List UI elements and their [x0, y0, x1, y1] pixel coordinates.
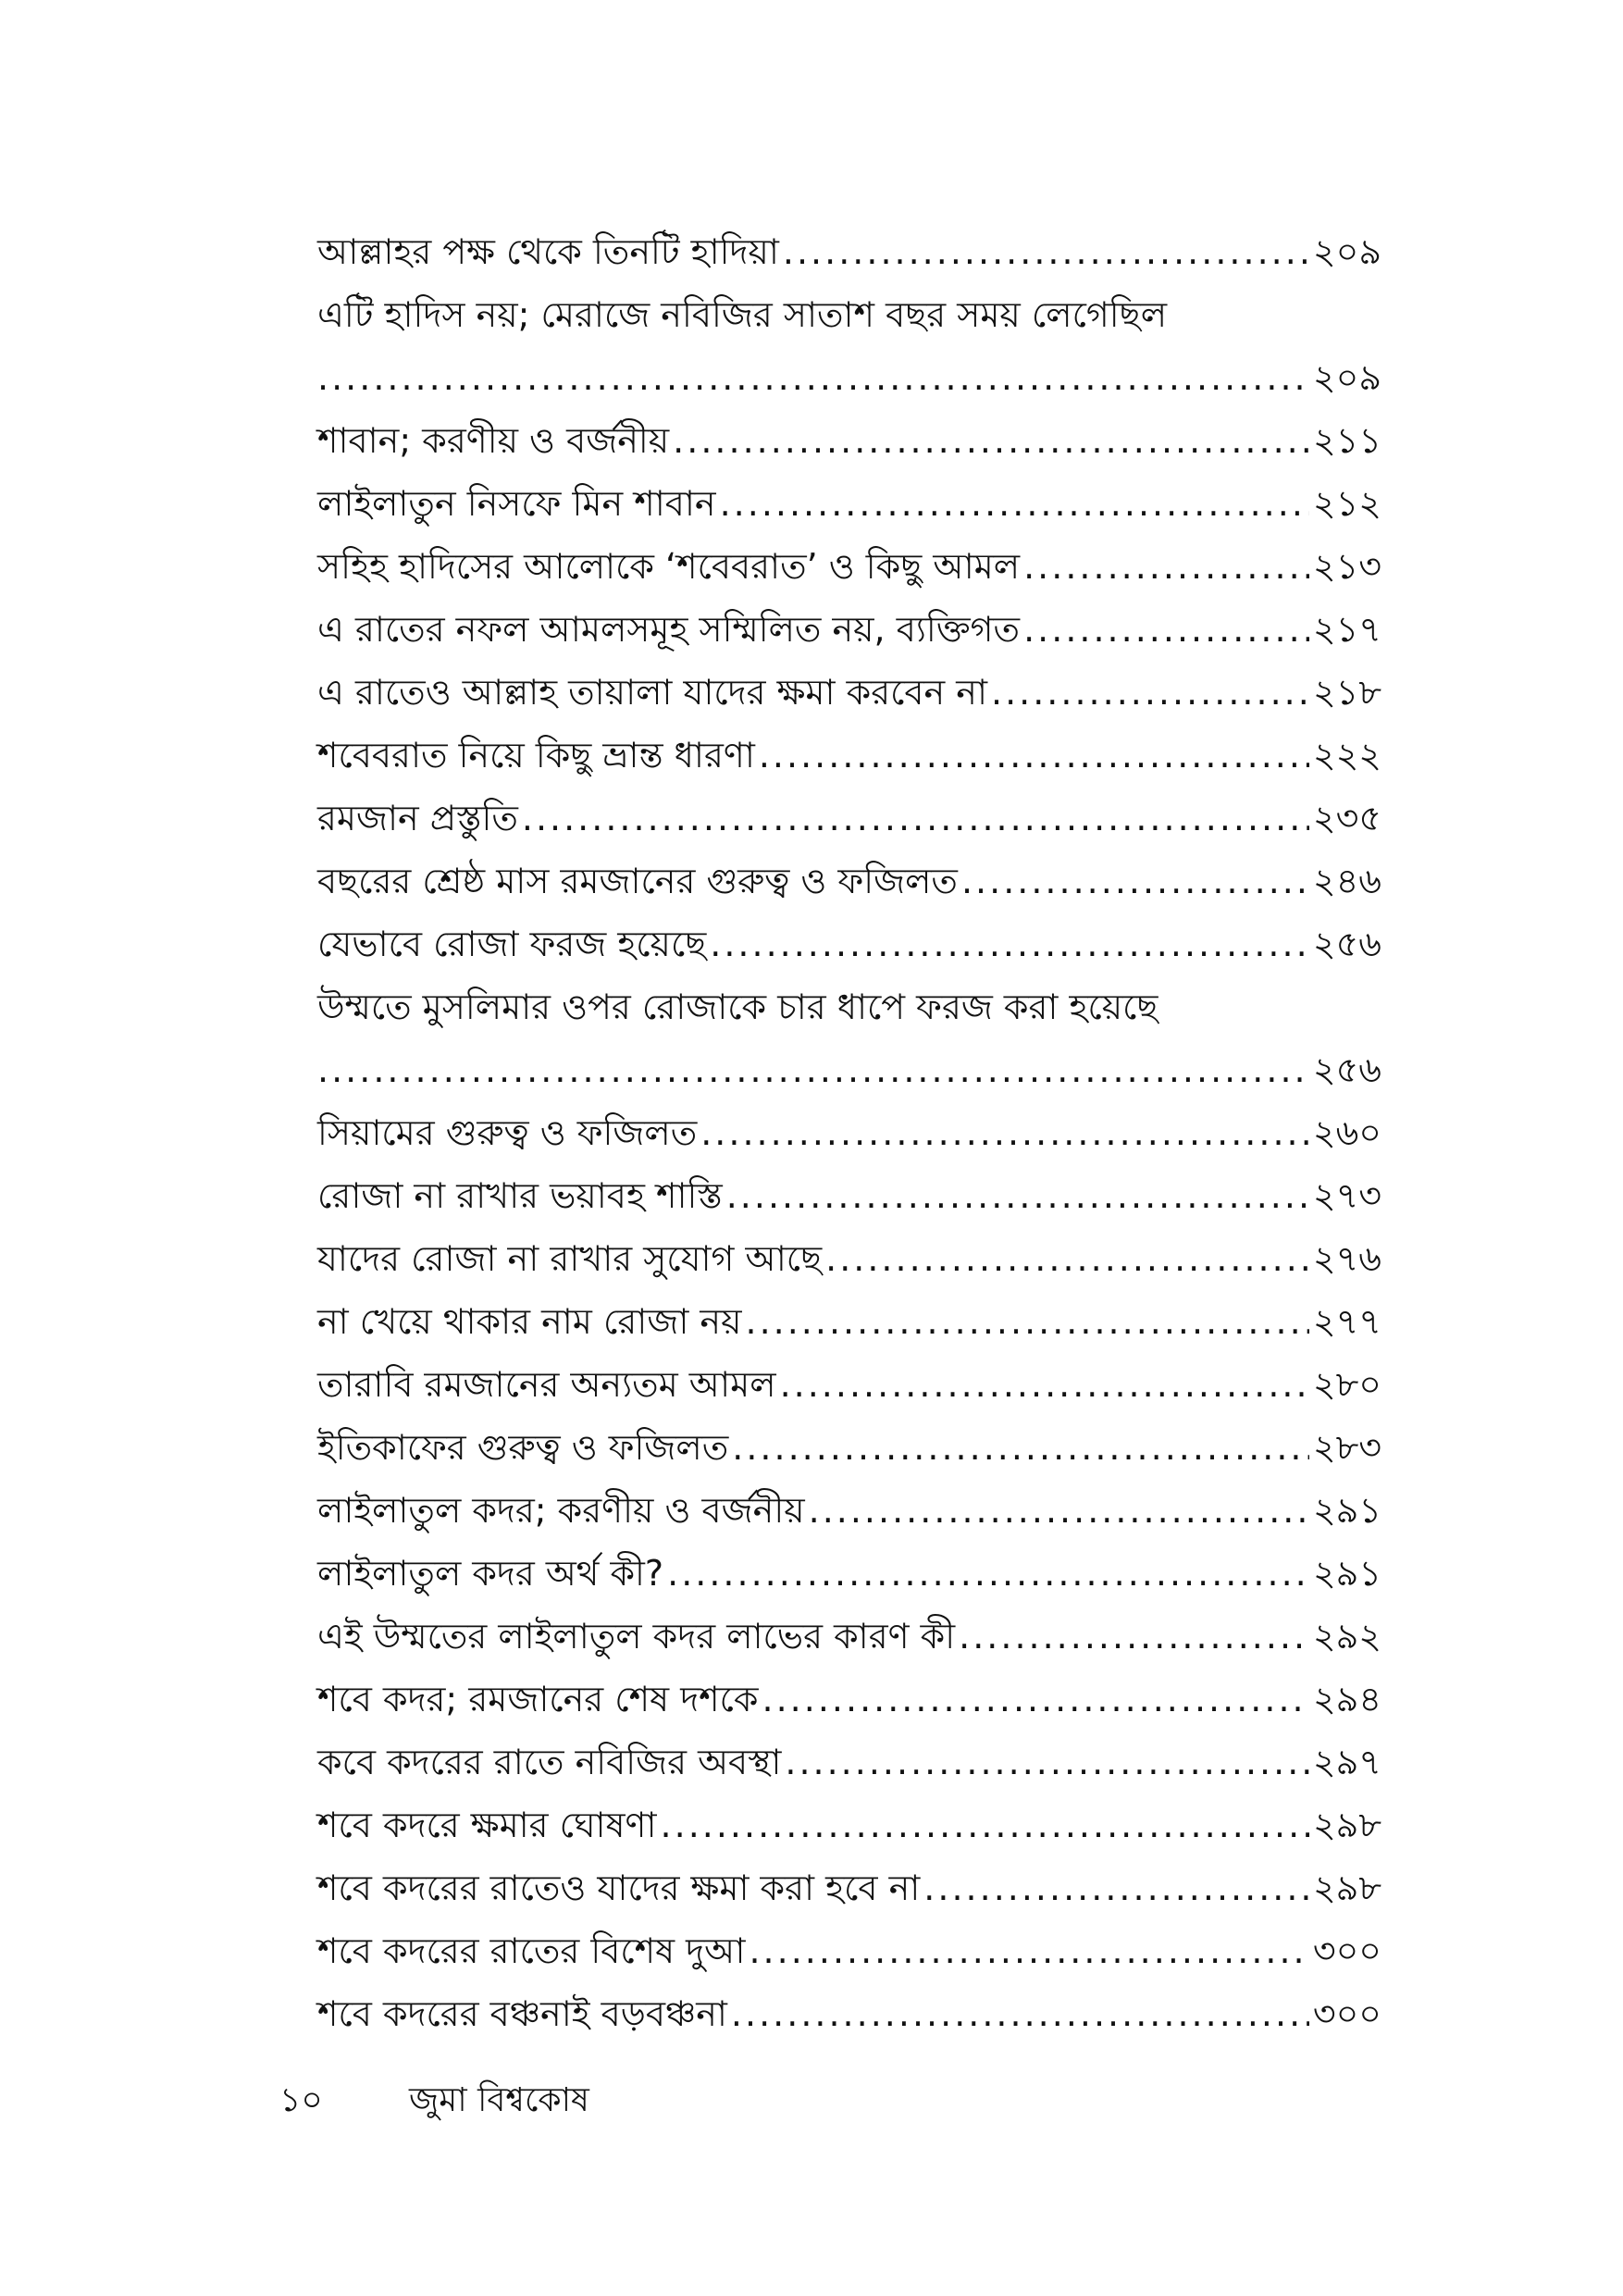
toc-entry-page: ২৯৪: [1312, 1679, 1381, 1719]
toc-entry-title: শবেবরাত নিয়ে কিছু ভ্রান্ত ধারণা: [317, 735, 755, 776]
toc-entry: [317, 472, 1381, 535]
dot-leader: [317, 346, 1309, 409]
toc-entry: [317, 1856, 1381, 1919]
toc-entry-title: ইতিকাফের গুরুত্ব ও ফজিলত: [317, 1427, 729, 1468]
toc-entry: [317, 1416, 1381, 1479]
toc-entry-page: ২৯৭: [1312, 1742, 1381, 1782]
dot-leader: [726, 1164, 1309, 1227]
toc-entry-page: ২১১: [1312, 420, 1381, 461]
toc-entry-page: ২৯৮: [1312, 1805, 1381, 1845]
dot-leader: [522, 787, 1309, 850]
toc-entry-page: ২০৯: [1312, 357, 1381, 398]
dot-leader: [825, 1227, 1309, 1290]
dot-leader: [991, 661, 1309, 724]
toc-entry-page: ২০৯: [1312, 231, 1381, 272]
toc-entry-title: এই উম্মতের লাইলাতুল কদর লাভের কারণ কী: [317, 1616, 956, 1657]
running-title: জুমা বিশ্বকোষ: [409, 2081, 589, 2119]
dot-leader: [762, 1668, 1309, 1731]
toc-entry: [317, 409, 1381, 472]
toc-entry: [317, 283, 1381, 409]
dot-leader: [961, 850, 1309, 912]
dot-leader: [317, 1038, 1309, 1101]
page-number: ১০: [279, 2081, 323, 2119]
toc-entry-title: শাবান; করণীয় ও বর্জনীয়: [317, 420, 670, 461]
toc-entry: [317, 1353, 1381, 1416]
toc-entry-title: লাইলাতুল কদর; করণীয় ও বর্জনীয়: [317, 1490, 805, 1531]
toc-entry: [317, 1731, 1381, 1793]
toc-entry-title: রোজা না রাখার ভয়াবহ শাস্তি: [317, 1175, 723, 1216]
toc-entry: [317, 1290, 1381, 1353]
toc-entry-title: লাইলাতুল কদর অর্থ কী?: [317, 1553, 664, 1594]
toc-entry-page: ২৮০: [1312, 1364, 1381, 1405]
toc-entry: [317, 1793, 1381, 1856]
toc-entry-page: ২৮৩: [1312, 1427, 1381, 1468]
toc-entry: [317, 1164, 1381, 1227]
toc-entry-title: না খেয়ে থাকার নাম রোজা নয়: [317, 1301, 742, 1342]
toc-entry: [317, 1542, 1381, 1605]
toc-entry-page: ২৯৮: [1312, 1868, 1381, 1908]
toc-entry-title: রমজান প্রস্তুতি: [317, 798, 518, 838]
dot-leader: [732, 1416, 1309, 1479]
toc-entry: [317, 1227, 1381, 1290]
toc-entry-title: এটি হাদিস নয়; মেরাজে নবিজির সাতাশ বছর সময় লেগেছিল: [317, 294, 1168, 335]
dot-leader: [745, 1290, 1308, 1353]
toc-entry-page: ২৯২: [1312, 1616, 1381, 1657]
dot-leader: [923, 1856, 1309, 1919]
toc-entry-title: বছরের শ্রেষ্ঠ মাস রমজানের গুরুত্ব ও ফজিলত: [317, 861, 958, 901]
dot-leader: [783, 220, 1309, 283]
toc-entry-page: ২১২: [1312, 483, 1381, 524]
toc-entry-page: ২৯১: [1312, 1553, 1381, 1594]
toc-entry-page: ২৭৬: [1312, 1238, 1381, 1279]
toc-entry-title: এ রাতের নফল আমলসমূহ সম্মিলিত নয়, ব্যক্তিগত: [317, 609, 1021, 650]
toc-entry-page: ২৩৫: [1312, 798, 1381, 838]
toc-entry-page: ২৭৩: [1312, 1175, 1381, 1216]
toc-entry-title: শবে কদরের রাতেও যাদের ক্ষমা করা হবে না: [317, 1868, 921, 1908]
toc-entry: [317, 1919, 1381, 1982]
dot-leader: [673, 409, 1309, 472]
toc-entry: [317, 1479, 1381, 1542]
toc-entry: [317, 1101, 1381, 1164]
toc-entry: [317, 724, 1381, 787]
dot-leader: [759, 724, 1309, 787]
dot-leader: [731, 1982, 1309, 2045]
toc-entry-page: ২১৭: [1312, 609, 1381, 650]
toc-entry: [317, 535, 1381, 598]
dot-leader: [700, 1101, 1309, 1164]
toc-entry-title: যাদের রোজা না রাখার সুযোগ আছে: [317, 1238, 823, 1279]
dot-leader: [1023, 535, 1309, 598]
toc-entry-title: আল্লাহর পক্ষ থেকে তিনটি হাদিয়া: [317, 231, 779, 272]
toc-entry-page: ৩০০: [1312, 1993, 1381, 2034]
toc-entry: [317, 912, 1381, 975]
toc-entry: [317, 787, 1381, 850]
toc-entry: [317, 1982, 1381, 2045]
dot-leader: [661, 1793, 1309, 1856]
toc-entry: [317, 661, 1381, 724]
toc-entry-title: যেভাবে রোজা ফরজ হয়েছে: [317, 924, 707, 964]
dot-leader: [809, 1479, 1309, 1542]
dot-leader: [749, 1919, 1308, 1982]
page-footer: [279, 2073, 589, 2128]
toc-entry: [317, 1668, 1381, 1731]
toc-entry-title: শবে কদরে ক্ষমার ঘোষণা: [317, 1805, 657, 1845]
toc-entry-title: সহিহ হাদিসের আলোকে ‘শবেবরাত’ ও কিছু আমল: [317, 546, 1021, 587]
toc-entry-title: কবে কদরের রাতে নবিজির অবস্থা: [317, 1742, 782, 1782]
toc-entry-title: লাইলাতুন নিসফে মিন শাবান: [317, 483, 716, 524]
toc-entry-page: ২১৮: [1312, 672, 1381, 713]
toc-entry-title: শবে কদরের রাতের বিশেষ দুআ: [317, 1930, 746, 1971]
toc-entry-page: ২৭৭: [1312, 1301, 1381, 1342]
table-of-contents: [317, 220, 1381, 2045]
toc-entry: [317, 220, 1381, 283]
toc-entry: [317, 975, 1381, 1101]
dot-leader: [785, 1731, 1309, 1793]
dot-leader: [710, 912, 1309, 975]
dot-leader: [1023, 598, 1309, 661]
toc-entry-title-line: [317, 283, 1381, 346]
toc-entry-leader-line: [317, 1038, 1381, 1101]
toc-entry-title-line: [317, 975, 1381, 1038]
toc-entry: [317, 598, 1381, 661]
toc-entry-leader-line: [317, 346, 1381, 409]
dot-leader: [780, 1353, 1309, 1416]
toc-entry-title: শবে কদরের বঞ্চনাই বড়বঞ্চনা: [317, 1993, 727, 2034]
toc-entry-title: এ রাতেও আল্লাহ তায়ালা যাদের ক্ষমা করবেন না: [317, 672, 987, 713]
toc-entry-title: উম্মতে মুসলিমার ওপর রোজাকে চার ধাপে ফরজ করা হয়েছে: [317, 987, 1158, 1027]
toc-entry-page: ২৫৬: [1312, 924, 1381, 964]
toc-entry-title: তারাবি রমজানের অন্যতম আমল: [317, 1364, 776, 1405]
dot-leader: [667, 1542, 1309, 1605]
toc-entry-title: শবে কদর; রমজানের শেষ দশকে: [317, 1679, 759, 1719]
toc-entry: [317, 1605, 1381, 1668]
toc-entry-page: ২৫৬: [1312, 1049, 1381, 1090]
toc-entry-page: ২৪৬: [1312, 861, 1381, 901]
toc-entry-page: ২২২: [1312, 735, 1381, 776]
toc-entry-title: সিয়ামের গুরুত্ব ও ফজিলত: [317, 1112, 698, 1153]
toc-entry-page: ২৯১: [1312, 1490, 1381, 1531]
dot-leader: [959, 1605, 1309, 1668]
toc-entry-page: ২১৩: [1312, 546, 1381, 587]
toc-entry: [317, 850, 1381, 912]
toc-entry-page: ২৬০: [1312, 1112, 1381, 1153]
dot-leader: [720, 472, 1309, 535]
toc-entry-page: ৩০০: [1312, 1930, 1381, 1971]
